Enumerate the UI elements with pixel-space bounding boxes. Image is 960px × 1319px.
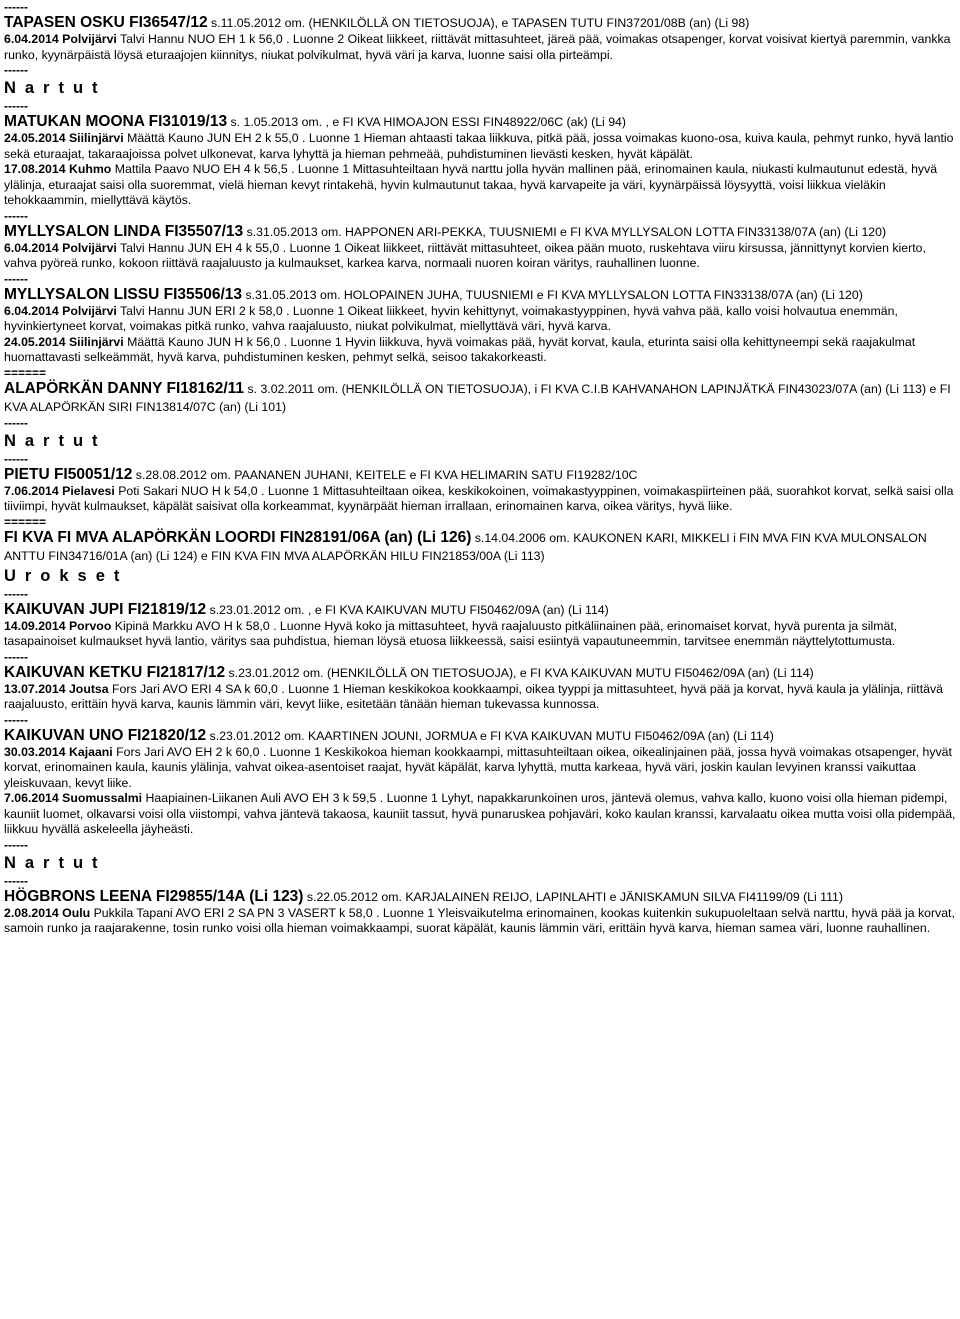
result-place: Siilinjärvi xyxy=(68,131,124,145)
show-result xyxy=(4,32,956,63)
separator: ------ xyxy=(4,649,28,664)
dog-entry xyxy=(4,466,956,484)
result-critique: . Luonne 1 Oikeat liikkeet, hyvin kehittynyt, voimakastyyppinen, hyvä vahva pää, kallo voisi holvautua enemmän, hyvinkiertyneet korvat, voimakas pitkä runko, vahva raajaluusto, niukat polvikulmat, miellyttävä väri, hyvä karva. xyxy=(4,303,898,333)
section-heading-nartut: N a r t u t xyxy=(4,431,100,450)
dog-entry xyxy=(4,664,956,682)
dog-entry xyxy=(4,286,956,304)
dog-name: HÖGBRONS LEENA FI29855/14A (Li 123) xyxy=(4,887,304,905)
dog-info: s.23.01.2012 om. KAARTINEN JOUNI, JORMUA e FI KVA KAIKUVAN MUTU FI50462/09A (an) (Li 114) xyxy=(206,728,774,743)
separator: ------ xyxy=(4,451,28,466)
result-judge: Määttä Kauno JUN EH 2 k 55,0 xyxy=(123,131,299,145)
result-place: Porvoo xyxy=(68,618,112,633)
result-date: 2.08.2014 xyxy=(4,905,59,920)
result-critique: . Luonne 1 Hyvin liikkuva, hyvä voimakas pää, hyvät korvat, kaula, eturinta saisi olla kehittyneempi sekä raajakulmat huomattavasti selkeämmät, hyvä karva, puhdistuminen kesken, pehmyt selkä, seisoo takakorkeasti. xyxy=(4,334,916,364)
dog-entry xyxy=(4,380,956,416)
result-critique: . Luonne 1 Mittasuhteiltaan oikea, keskikokoinen, voimakastyyppinen, voimakaspiirteinen pää, suorahkot korvat, selkä saisi olla tiiviimpi, hyvät kulmaukset, käpälät saisivat olla korkeammat, kyynärpäät hieman irrallaan, erinomainen karva, oikea väritys, hyvä liike. xyxy=(4,483,954,513)
result-place: Siilinjärvi xyxy=(68,334,124,349)
dog-info: s.14.04.2006 om. KAUKONEN KARI, MIKKELI i FIN MVA FIN KVA MULONSALON ANTTU FIN34716/01A (an) (Li 124) e FIN KVA FIN MVA ALAPÖRKÄN HILU FIN21853/00A (Li 113) xyxy=(4,530,927,563)
dog-entry xyxy=(4,529,956,565)
result-date: 6.04.2014 xyxy=(4,303,59,318)
dog-info: s.11.05.2012 om. (HENKILÖLLÄ ON TIETOSUOJA), e TAPASEN TUTU FIN37201/08B (an) (Li 98) xyxy=(207,16,750,30)
result-judge: Talvi Hannu JUN EH 4 k 55,0 xyxy=(116,240,280,255)
separator: ------ xyxy=(4,271,28,286)
result-judge: Kipinä Markku AVO H k 58,0 xyxy=(111,618,270,633)
dog-name: MATUKAN MOONA FI31019/13 xyxy=(4,113,228,130)
dog-name: MYLLYSALON LINDA FI35507/13 xyxy=(4,222,244,240)
result-place: Polvijärvi xyxy=(62,303,117,318)
separator: ------ xyxy=(4,63,28,77)
separator: ------ xyxy=(4,415,28,430)
dog-entry xyxy=(4,14,956,32)
result-judge: Määttä Kauno JUN H k 56,0 xyxy=(123,334,281,349)
show-result xyxy=(4,484,956,515)
dog-name: ALAPÖRKÄN DANNY FI18162/11 xyxy=(4,379,245,397)
show-result xyxy=(4,619,956,650)
separator: ------ xyxy=(4,837,28,852)
show-result xyxy=(4,304,956,335)
result-critique: . Luonne 1 Yleisvaikutelma erinomainen, kookas kuitenkin sukupuoleltaan selvä narttu, hyvä pää ja korvat, samoin runko ja raajarakenne, tosin runko voisi olla hieman voimakkaampi, suorat käpälät, kaunis lämmin väri, erittäin hyvä karva, hieman samea väri, luonne rauhallinen. xyxy=(4,905,955,935)
dog-info: s.31.05.2013 om. HOLOPAINEN JUHA, TUUSNIEMI e FI KVA MYLLYSALON LOTTA FIN33138/07A (an) (Li 120) xyxy=(242,287,863,302)
dog-name: PIETU FI50051/12 xyxy=(4,465,133,483)
result-critique: . Luonne 2 Oikeat liikkeet, riittävät mittasuhteet, järeä pää, voimakas otsapenger, korvat voisivat kiertyä paremmin, vankka runko, kyynärpäistä löysä eturaajojen kiinnitys, niukat polvikulmat, hyvä väri ja karva, luonne saisi olla pirteämpi. xyxy=(4,32,951,62)
result-judge: Talvi Hannu NUO EH 1 k 56,0 xyxy=(116,32,283,46)
dog-info: s.23.01.2012 om. , e FI KVA KAIKUVAN MUTU FI50462/09A (an) (Li 114) xyxy=(206,602,609,617)
result-date: 24.05.2014 xyxy=(4,131,66,145)
result-judge: Mattila Paavo NUO EH 4 k 56,5 xyxy=(111,162,288,176)
dog-name: KAIKUVAN UNO FI21820/12 xyxy=(4,726,207,744)
result-date: 24.05.2014 xyxy=(4,334,66,349)
separator: ------ xyxy=(4,873,28,888)
show-result xyxy=(4,335,956,366)
dog-name: KAIKUVAN KETKU FI21817/12 xyxy=(4,663,226,681)
result-judge: Poti Sakari NUO H k 54,0 xyxy=(114,483,258,498)
section-heading-urokset: U r o k s e t xyxy=(4,566,122,585)
result-judge: Pukkila Tapani AVO ERI 2 SA PN 3 VASERT k 58,0 xyxy=(90,905,373,920)
result-date: 6.04.2014 xyxy=(4,32,59,46)
show-result xyxy=(4,791,956,838)
dog-entry xyxy=(4,113,956,131)
result-place: Joutsa xyxy=(68,681,109,696)
dog-entry xyxy=(4,601,956,619)
result-critique: . Luonne 1 Lyhyt, napakkarunkoinen uros, jäntevä olemus, vahva kallo, kuono voisi olla hieman pidempi, kauniit luomet, olkavarsi voisi olla viistompi, vahva jäntevä takaosa, kauniit tassut, hyvä punaruskea pohjaväri, koko kaulan kranssi, karvalaatu oikea mutta voisi olla pidempää, liikkuu hyvällä askeleella jäyheästi. xyxy=(4,791,956,836)
dog-info: s.22.05.2012 om. KARJALAINEN REIJO, LAPINLAHTI e JÄNISKAMUN SILVA FI41199/09 (Li 111) xyxy=(303,889,843,904)
dog-info: s.23.01.2012 om. (HENKILÖLLÄ ON TIETOSUOJA), e FI KVA KAIKUVAN MUTU FI50462/09A (an) (Li 114) xyxy=(225,665,814,680)
dog-info: s. 1.05.2013 om. , e FI KVA HIMOAJON ESSI FIN48922/06C (ak) (Li 94) xyxy=(227,115,626,129)
result-date: 30.03.2014 xyxy=(4,744,66,759)
section-heading-nartut: N a r t u t xyxy=(4,853,100,872)
result-judge: Fors Jari AVO ERI 4 SA k 60,0 xyxy=(108,681,278,696)
result-place: Kajaani xyxy=(68,744,113,759)
dog-info: s.31.05.2013 om. HAPPONEN ARI-PEKKA, TUUSNIEMI e FI KVA MYLLYSALON LOTTA FIN33138/07A (an) (Li 120) xyxy=(243,224,887,239)
dog-info: s.28.08.2012 om. PAANANEN JUHANI, KEITELE e FI KVA HELIMARIN SATU FI19282/10C xyxy=(132,467,638,482)
result-place: Pielavesi xyxy=(62,483,115,498)
dog-info: s. 3.02.2011 om. (HENKILÖLLÄ ON TIETOSUOJA), i FI KVA C.I.B KAHVANAHON LAPINJÄTKÄ FIN43023/07A (an) (Li 113) e FI KVA ALAPÖRKÄN SIRI FIN13814/07C (an) (Li 101) xyxy=(4,381,951,414)
result-critique: . Luonne Hyvä koko ja mittasuhteet, hyvä raajaluusto pitkäliinainen pää, erinomaiset korvat, hyvä purenta ja silmät, tasapainoiset kulmaukset hyvä lantio, väritys saa puhdistua, hieman löysä etuosa liikkeessä, saisi esiintyä vapautuneemmin, tarvitsee enemmän näyttelytottumusta. xyxy=(4,618,898,648)
show-result xyxy=(4,131,956,162)
separator: ------ xyxy=(4,586,28,601)
show-result xyxy=(4,162,956,209)
result-critique: . Luonne 1 Oikeat liikkeet, riittävät mittasuhteet, oikea pään muoto, ruskehtava viiru kirsussa, jännittynyt korvien kierto, vahva pyöreä runko, kokoon riittävä raajaluusto ja kulmaukset, karkea karva, normaali nuoren koiran väritys, rauhallinen luonne. xyxy=(4,240,926,270)
separator: ------ xyxy=(4,712,28,727)
result-date: 7.06.2014 xyxy=(4,791,59,805)
dog-entry xyxy=(4,223,956,241)
separator-double: ====== xyxy=(4,514,47,529)
result-place: Polvijärvi xyxy=(62,240,117,255)
dog-name: KAIKUVAN JUPI FI21819/12 xyxy=(4,600,207,618)
show-result xyxy=(4,906,956,937)
result-place: Polvijärvi xyxy=(62,32,117,46)
dog-name: MYLLYSALON LISSU FI35506/13 xyxy=(4,285,243,303)
dog-name: FI KVA FI MVA ALAPÖRKÄN LOORDI FIN28191/06A (an) (Li 126) xyxy=(4,528,472,546)
show-result xyxy=(4,682,956,713)
result-date: 13.07.2014 xyxy=(4,681,66,696)
result-date: 6.04.2014 xyxy=(4,240,59,255)
show-result xyxy=(4,241,956,272)
result-judge: Talvi Hannu JUN ERI 2 k 58,0 xyxy=(116,303,283,318)
result-date: 7.06.2014 xyxy=(4,483,59,498)
result-place: Suomussalmi xyxy=(62,791,143,805)
result-place: Oulu xyxy=(62,905,91,920)
separator: ------ xyxy=(4,0,28,14)
result-date: 17.08.2014 xyxy=(4,162,66,176)
result-judge: Haapiainen-Liikanen Auli AVO EH 3 k 59,5 xyxy=(142,791,377,805)
show-result xyxy=(4,745,956,792)
separator: ------ xyxy=(4,99,28,113)
result-judge: Fors Jari AVO EH 2 k 60,0 xyxy=(112,744,260,759)
dog-name: TAPASEN OSKU FI36547/12 xyxy=(4,14,208,31)
dog-entry xyxy=(4,888,956,906)
dog-entry xyxy=(4,727,956,745)
section-heading-nartut: N a r t u t xyxy=(4,79,100,97)
separator: ------ xyxy=(4,208,28,223)
result-critique: . Luonne 1 Mittasuhteiltaan hyvä narttu jolla hyvän mallinen pää, erinomainen kaula, niukasti kulmautunut edestä, hyvä ylälinja, eturaajat saisi olla suoremmat, vielä hieman kevyt rintakehä, hyvin kulmautunut takaa, hyvä karvapeite ja väri, kyynärpäissä löysyyttä, voisi liikkua vieläkin tehokkaammin, miellyttävä käytös. xyxy=(4,162,938,207)
separator-double: ====== xyxy=(4,365,47,380)
result-critique: . Luonne 1 Hieman ahtaasti takaa liikkuva, pitkä pää, jossa voimakas kuono-osa, kuiva kaula, pehmyt runko, hyvä lantio sekä eturaajat, takaraajoissa polvet ulkonevat, karva lyhyttä ja hieman pehmeää, puhdistuminen lievästi kesken, hyvät käpälät. xyxy=(4,131,954,161)
result-critique: . Luonne 1 Hieman keskikokoa kookkaampi, oikea tyyppi ja mittasuhteet, hyvä pää ja korvat, hyvä kaula ja ylälinja, riittävä raajaluusto, erittäin hyvä karva, kaunis lämmin väri, kevyt liike, esitetään tänään hieman tukevassa kunnossa. xyxy=(4,681,943,711)
result-place: Kuhmo xyxy=(68,162,112,176)
result-critique: . Luonne 1 Keskikokoa hieman kookkaampi, mittasuhteiltaan oikea, oikealinjainen pää, jossa hyvä voimakas otsapenger, hyvät korvat, erinomainen kaula, kaunis ylälinja, vahvat oikea-asentoiset raajat, hyvät käpälät, karva lyhyttä, mutta karkeaa, hyvä väri, joskin kaulan levyinen kranssi vaikuttaa yleiskuvaan, kevyt liike. xyxy=(4,744,952,790)
result-date: 14.09.2014 xyxy=(4,618,66,633)
